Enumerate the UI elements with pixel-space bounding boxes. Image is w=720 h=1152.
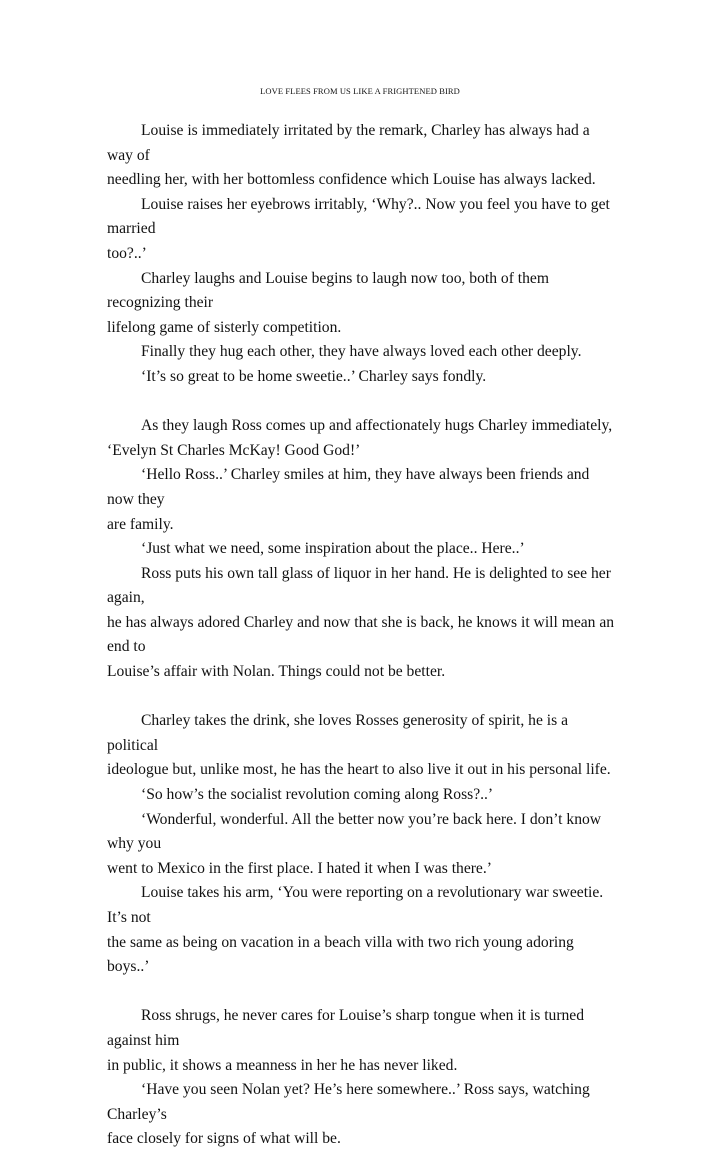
running-header: LOVE FLEES FROM US LIKE A FRIGHTENED BIRD bbox=[260, 86, 460, 96]
paragraph: Finally they hug each other, they have always loved each other deeply. bbox=[141, 343, 582, 361]
body-text bbox=[107, 119, 615, 1152]
paragraph: ‘So how’s the socialist revolution coming along Ross?..’ bbox=[141, 786, 494, 804]
paragraph: Louise raises her eyebrows irritably, ‘Why?.. Now you feel you have to get married too?..’ bbox=[107, 195, 610, 262]
section-break bbox=[107, 390, 615, 415]
paragraph: As they laugh Ross comes up and affectionately hugs Charley immediately, ‘Evelyn St Charles McKay! Good God!’ bbox=[107, 417, 613, 459]
paragraph: ‘Hello Ross..’ Charley smiles at him, they have always been friends and now they are family. bbox=[107, 466, 590, 533]
paragraph: Ross shrugs, he never cares for Louise’s sharp tongue when it is turned against him in public, it shows a meanness in her he has never liked. bbox=[107, 1007, 585, 1074]
paragraph: Ross puts his own tall glass of liquor in her hand. He is delighted to see her again, he has always adored Charley and now that she is back, he knows it will mean an end to Louise’s affair with Nolan. Things could not be better. bbox=[107, 564, 615, 681]
paragraph: Louise takes his arm, ‘You were reporting on a revolutionary war sweetie. It’s not the same as being on vacation in a beach villa with two rich young adoring boys..’ bbox=[107, 884, 604, 976]
paragraph: Charley takes the drink, she loves Rosses generosity of spirit, he is a political ideologue but, unlike most, he has the heart to also live it out in his personal life. bbox=[107, 712, 611, 779]
section-break bbox=[107, 685, 615, 710]
paragraph: ‘Have you seen Nolan yet? He’s here somewhere..’ Ross says, watching Charley’s face closely for signs of what will be. bbox=[107, 1081, 590, 1148]
paragraph: Louise is immediately irritated by the remark, Charley has always had a way of needling her, with her bottomless confidence which Louise has always lacked. bbox=[107, 122, 596, 189]
paragraph: ‘Wonderful, wonderful. All the better now you’re back here. I don’t know why you went to Mexico in the first place. I hated it when I was there.’ bbox=[107, 810, 602, 877]
paragraph: ‘It’s so great to be home sweetie..’ Charley says fondly. bbox=[141, 367, 487, 385]
paragraph: Charley laughs and Louise begins to laugh now too, both of them recognizing their lifelong game of sisterly competition. bbox=[107, 269, 549, 336]
paragraph: ‘Just what we need, some inspiration about the place.. Here..’ bbox=[141, 540, 525, 558]
section-break bbox=[107, 980, 615, 1005]
